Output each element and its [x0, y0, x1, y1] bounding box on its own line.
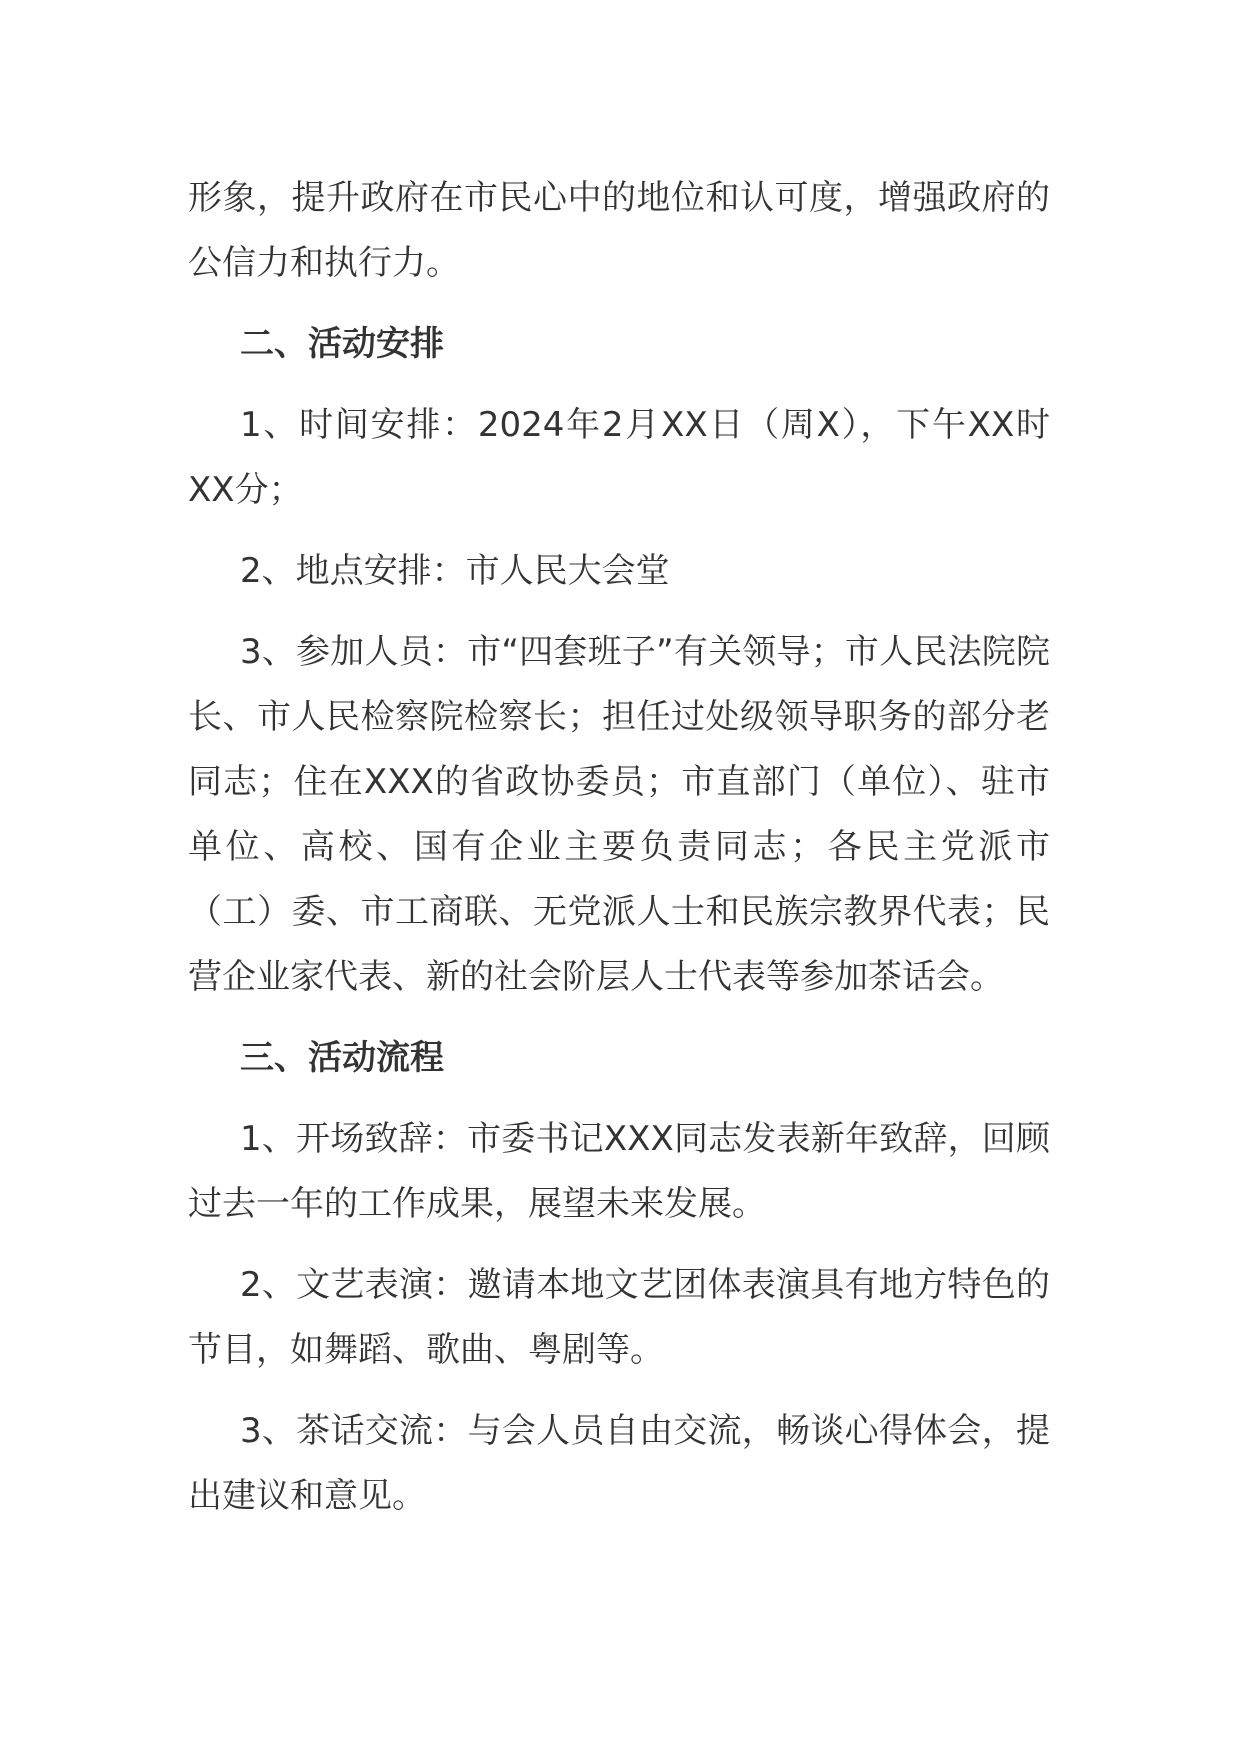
- paragraph-tea-exchange: 3、茶话交流：与会人员自由交流，畅谈心得体会，提出建议和意见。: [188, 1411, 1050, 1516]
- paragraph-performance: 2、文艺表演：邀请本地文艺团体表演具有地方特色的节目，如舞蹈、歌曲、粤剧等。: [188, 1265, 1050, 1370]
- paragraph-opening-speech: 1、开场致辞：市委书记XXX同志发表新年致辞，回顾过去一年的工作成果，展望未来发展。: [188, 1119, 1050, 1224]
- section-heading-activity-arrangement: 二、活动安排: [240, 324, 444, 364]
- section-heading-activity-process: 三、活动流程: [240, 1038, 444, 1078]
- paragraph-continuation: 形象，提升政府在市民心中的地位和认可度，增强政府的公信力和执行力。: [188, 178, 1050, 283]
- paragraph-time-arrangement: 1、时间安排：2024年2月XX日（周X），下午XX时XX分；: [188, 405, 1050, 510]
- paragraph-location-arrangement: 2、地点安排：市人民大会堂: [240, 551, 670, 591]
- paragraph-participants: 3、参加人员：市“四套班子”有关领导；市人民法院院长、市人民检察院检察长；担任过处级领导职务的部分老同志；住在XXX的省政协委员；市直部门（单位）、驻市单位、高校、国有企业主要负责同志；各民主党派市（工）委、市工商联、无党派人士和民族宗教界代表；民营企业家代表、新的社会阶层人士代表等参加茶话会。: [188, 632, 1050, 997]
- document-body: [188, 166, 1050, 1545]
